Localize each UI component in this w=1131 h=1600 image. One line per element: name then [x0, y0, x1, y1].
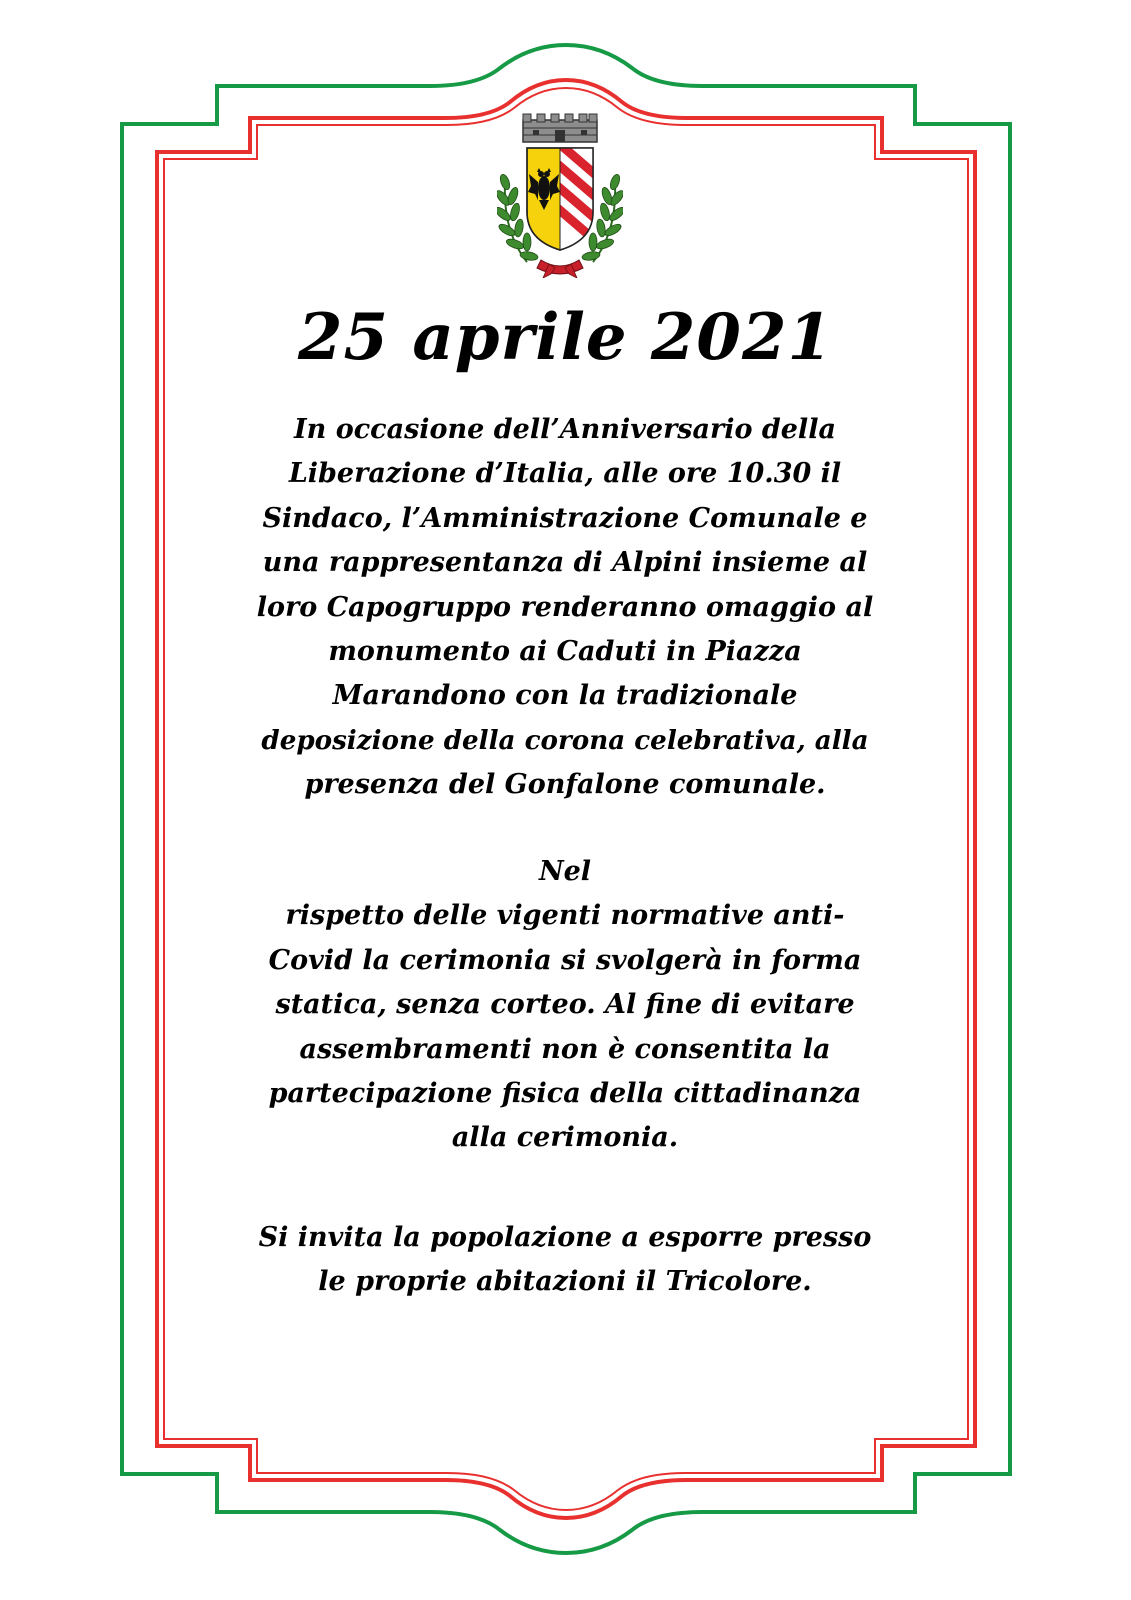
text-line: assembramenti non è consentita la: [299, 1033, 831, 1065]
covid-rules-paragraph: [255, 850, 875, 1161]
mural-crown-icon: [523, 114, 597, 142]
text-line: Nel: [538, 856, 592, 887]
municipal-coat-of-arms-icon: [497, 112, 623, 278]
text-line: statica, senza corteo. Al fine di evitare: [275, 989, 855, 1021]
text-line: loro Capogruppo renderanno omaggio al: [256, 591, 874, 623]
page-title: 25 aprile 2021: [297, 300, 834, 375]
text-line: Si invita la popolazione a esporre presso: [258, 1222, 872, 1253]
text-line: le proprie abitazioni il Tricolore.: [318, 1266, 812, 1298]
text-line: Marandono con la tradizionale: [332, 680, 798, 712]
text-line: Liberazione d’Italia, alle ore 10.30 il: [288, 458, 842, 490]
text-line: presenza del Gonfalone comunale.: [304, 769, 826, 801]
text-line: Sindaco, l’Amministrazione Comunale e: [262, 502, 868, 534]
text-line: alla cerimonia.: [451, 1122, 679, 1154]
text-line: monumento ai Caduti in Piazza: [328, 636, 802, 668]
tricolore-invitation-paragraph: [255, 1216, 875, 1305]
text-line: rispetto delle vigenti normative anti-: [285, 900, 845, 932]
text-line: Covid la cerimonia si svolgerà in forma: [268, 944, 862, 976]
ribbon-icon: [537, 260, 583, 278]
shield-icon: [527, 134, 597, 252]
ceremony-announcement-paragraph: [255, 408, 875, 808]
text-line: In occasione dell’Anniversario della: [294, 414, 836, 445]
text-line: una rappresentanza di Alpini insieme al: [262, 547, 868, 579]
text-line: deposizione della corona celebrativa, alla: [261, 724, 869, 756]
text-line: partecipazione fisica della cittadinanza: [268, 1078, 862, 1110]
